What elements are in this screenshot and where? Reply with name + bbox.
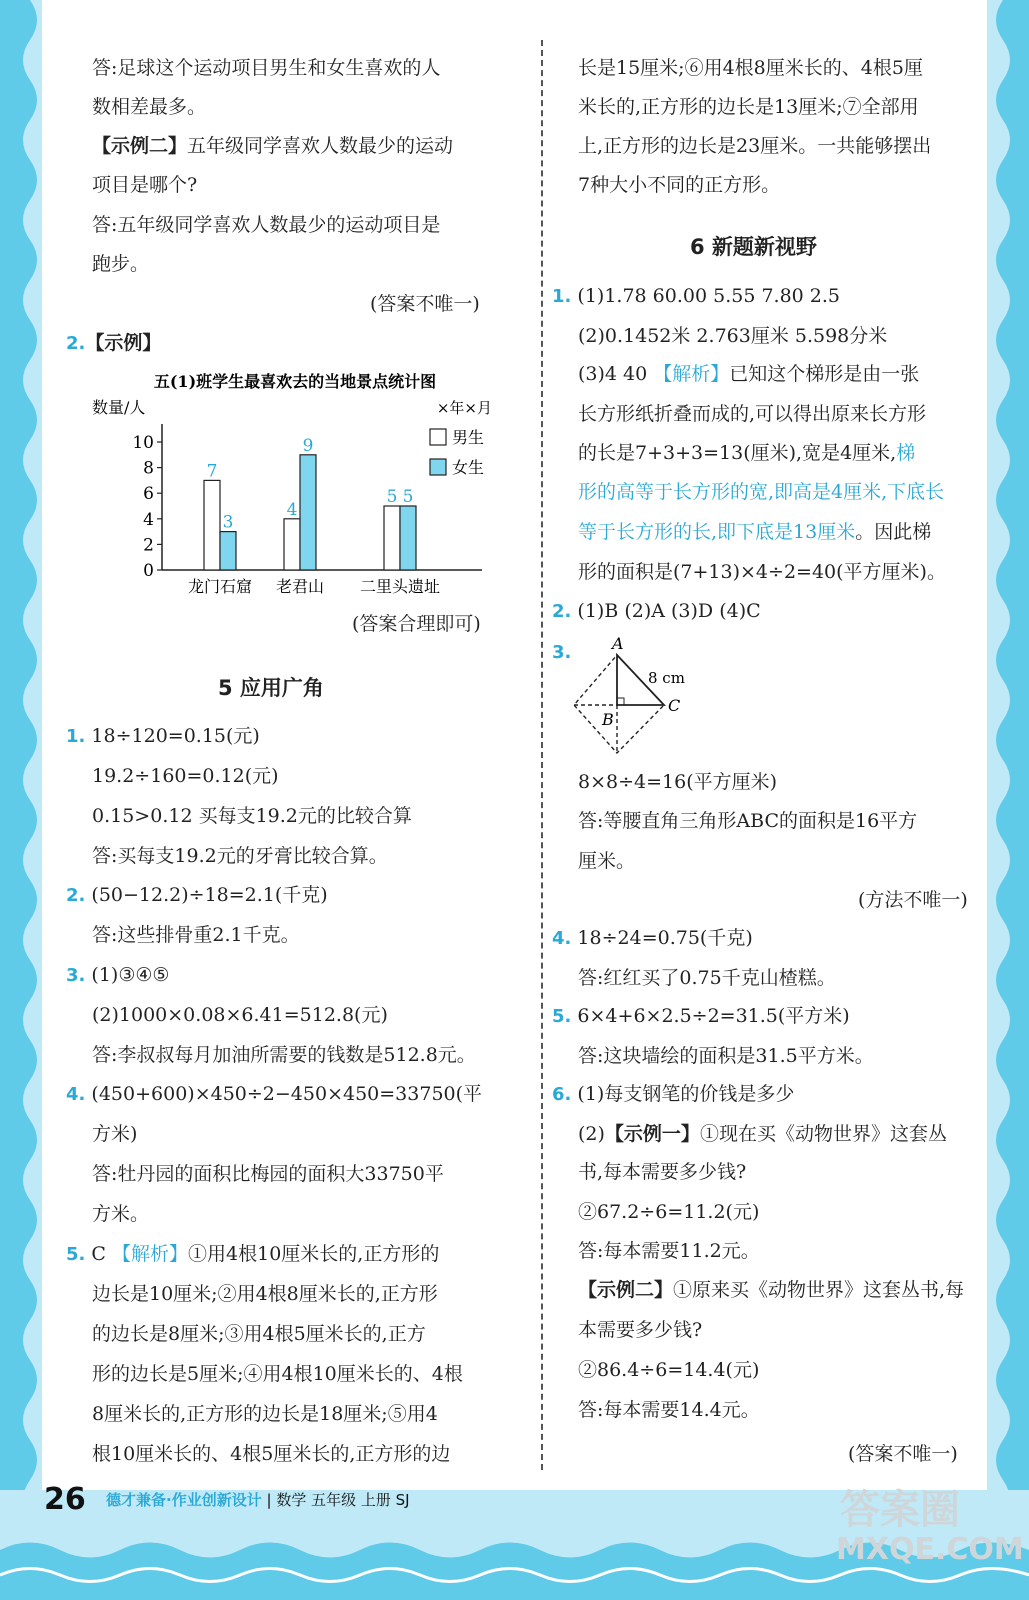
answer-line: 答:买每支19.2元的牙膏比较合算。 <box>92 845 388 867</box>
question-number: 1. <box>66 726 86 747</box>
text-span: 18÷120=0.15(元) <box>91 725 260 747</box>
text-line: 答:五年级同学喜欢人数最少的运动项目是 <box>92 214 441 236</box>
text-span: (2) <box>578 1123 605 1145</box>
answer-line <box>578 362 919 386</box>
answer-line: 方米) <box>92 1123 138 1145</box>
question-number: 4. <box>66 1084 86 1105</box>
y-tick-label: 10 <box>132 433 154 453</box>
example-tag: 【示例二】 <box>92 135 188 157</box>
text-line: 跑步。 <box>92 253 150 275</box>
note: (答案不唯一) <box>848 1443 958 1465</box>
answer-line <box>578 1122 947 1146</box>
answer-line: 答:红红买了0.75千克山楂糕。 <box>578 967 836 989</box>
bar <box>400 506 416 570</box>
text-span: C <box>91 1243 106 1265</box>
answer-line: 米长的,正方形的边长是13厘米;⑦全部用 <box>578 96 919 118</box>
answer-line <box>66 724 260 749</box>
wavy-border-right <box>989 0 1029 1600</box>
text-span: (1)每支钢笔的价钱是多少 <box>577 1083 795 1105</box>
bar-value-label: 7 <box>206 461 218 482</box>
answer-line <box>66 1242 439 1267</box>
footer-info: 数学 五年级 上册 SJ <box>276 1491 410 1509</box>
question-number: 1. <box>552 286 572 307</box>
right-angle-mark <box>617 698 624 705</box>
wavy-border-left <box>0 0 44 1600</box>
answer-line: 答:这些排骨重2.1千克。 <box>92 924 300 946</box>
answer-line <box>552 926 753 951</box>
note: (答案合理即可) <box>352 613 481 635</box>
text-span: 18÷24=0.75(千克) <box>577 927 753 949</box>
text-span: 五年级同学喜欢人数最少的运动 <box>187 135 454 157</box>
answer-line: 长方形纸折叠而成的,可以得出原来长方形 <box>578 403 927 425</box>
text-span: ①用4根10厘米长的,正方形的 <box>188 1243 440 1265</box>
legend-label: 男生 <box>452 428 485 447</box>
example-tag: 【示例】 <box>85 332 162 354</box>
highlight-span: 梯 <box>896 442 916 464</box>
text-line: 答:足球这个运动项目男生和女生喜欢的人 <box>92 57 441 79</box>
question-number: 3. <box>66 965 86 986</box>
bar-value-label: 5 <box>386 487 398 507</box>
answer-line <box>66 1082 482 1107</box>
footer-brand: 德才兼备·作业创新设计 <box>106 1491 262 1509</box>
label-a: A <box>612 635 624 653</box>
text-span: (50−12.2)÷18=2.1(千克) <box>91 884 328 906</box>
text-line <box>92 134 453 158</box>
answer-line: 本需要多少钱? <box>578 1319 703 1341</box>
answer-line <box>578 441 915 465</box>
bar-chart <box>80 365 510 610</box>
note: (方法不唯一) <box>858 889 968 911</box>
question-number: 6. <box>552 1084 572 1105</box>
answer-line: 7种大小不同的正方形。 <box>578 174 781 196</box>
text-span: (1)B (2)A (3)D (4)C <box>577 600 761 622</box>
bar <box>204 480 220 570</box>
question-number: 2. <box>552 601 572 622</box>
watermark-url: MXQE.COM <box>836 1532 1024 1567</box>
answer-line <box>552 1082 794 1107</box>
y-tick-label: 2 <box>143 535 154 556</box>
answer-line: 厘米。 <box>578 850 636 872</box>
bar-value-label: 4 <box>286 499 298 520</box>
section-title: 5 应用广角 <box>218 676 324 700</box>
chart-date: ×年×月 <box>436 399 492 417</box>
question-number: 3. <box>552 642 572 663</box>
answer-line: 上,正方形的边长是23厘米。一共能够摆出 <box>578 135 932 157</box>
question-2 <box>66 331 161 356</box>
label-b: B <box>602 710 614 729</box>
answer-line: ②67.2÷6=11.2(元) <box>578 1201 760 1223</box>
answer-line: 答:每本需要11.2元。 <box>578 1240 760 1262</box>
chart-title: 五(1)班学生最喜欢去的当地景点统计图 <box>153 372 437 391</box>
y-tick-label: 4 <box>143 509 154 530</box>
y-tick-label: 6 <box>143 484 154 505</box>
answer-line <box>578 520 931 544</box>
y-tick-label: 8 <box>143 458 154 479</box>
text-line: 数相差最多。 <box>92 96 207 118</box>
answer-line <box>552 599 761 624</box>
x-tick-label: 二里头遗址 <box>359 577 441 596</box>
y-axis-label: 数量/人 <box>92 398 146 417</box>
answer-line: 方米。 <box>92 1203 150 1225</box>
example-tag: 【示例二】 <box>578 1279 674 1301</box>
question-number: 5. <box>66 1244 86 1265</box>
answer-line: ②86.4÷6=14.4(元) <box>578 1359 760 1381</box>
answer-line <box>66 883 328 908</box>
bar-value-label: 9 <box>302 435 314 456</box>
bar-value-label: 5 <box>402 487 414 507</box>
legend-swatch <box>430 429 446 445</box>
answer-line: 答:每本需要14.4元。 <box>578 1399 760 1421</box>
answer-line: 形的边长是5厘米;④用4根10厘米长的、4根 <box>92 1363 463 1385</box>
question-3 <box>552 640 571 665</box>
text-span: ①原来买《动物世界》这套丛书,每 <box>673 1279 965 1301</box>
y-tick-label: 0 <box>143 561 154 581</box>
label-c: C <box>668 696 681 715</box>
answer-line: 答:李叔叔每月加油所需要的钱数是512.8元。 <box>92 1044 476 1066</box>
answer-line: 答:牡丹园的面积比梅园的面积大33750平 <box>92 1163 444 1185</box>
answer-line: 长是15厘米;⑥用4根8厘米长的、4根5厘 <box>578 57 923 79</box>
highlight-line: 形的高等于长方形的宽,即高是4厘米,下底长 <box>578 481 945 503</box>
section-title: 6 新题新视野 <box>690 235 817 259</box>
column-divider <box>541 40 543 1470</box>
answer-line: 19.2÷160=0.12(元) <box>92 765 279 787</box>
answer-line <box>578 1278 964 1302</box>
geometry-figure <box>570 635 710 770</box>
x-tick-label: 老君山 <box>275 577 325 596</box>
answer-line: 答:等腰直角三角形ABC的面积是16平方 <box>578 810 918 832</box>
text-span: (450+600)×450÷2−450×450=33750(平 <box>91 1083 483 1105</box>
x-tick-label: 龙门石窟 <box>187 577 253 596</box>
answer-line: 书,每本需要多少钱? <box>578 1161 747 1183</box>
answer-line: 8×8÷4=16(平方厘米) <box>578 771 778 793</box>
text-span: 6×4+6×2.5÷2=31.5(平方米) <box>577 1005 850 1027</box>
bar <box>284 519 300 570</box>
bar <box>300 455 316 570</box>
analysis-tag: 【解析】 <box>112 1243 189 1265</box>
bar-value-label: 3 <box>222 512 234 533</box>
answer-line: 8厘米长的,正方形的边长是18厘米;⑤用4 <box>92 1403 438 1425</box>
answer-line: 边长是10厘米;②用4根8厘米长的,正方形 <box>92 1283 438 1305</box>
answer-line <box>552 1004 850 1029</box>
page-number: 26 <box>44 1482 86 1517</box>
answer-line: 的边长是8厘米;③用4根5厘米长的,正方 <box>92 1323 426 1345</box>
bar <box>220 532 236 570</box>
text-span: 的长是7+3+3=13(厘米),宽是4厘米, <box>578 442 897 464</box>
text-span: (1)③④⑤ <box>91 964 170 986</box>
answer-line: (2)1000×0.08×6.41=512.8(元) <box>92 1004 388 1026</box>
answer-line: 0.15>0.12 买每支19.2元的比较合算 <box>92 805 412 827</box>
answer-line: 答:这块墙绘的面积是31.5平方米。 <box>578 1045 874 1067</box>
legend-swatch <box>430 459 446 475</box>
text-line: 项目是哪个? <box>92 174 198 196</box>
question-number: 2. <box>66 333 86 354</box>
answer-line: 根10厘米长的、4根5厘米长的,正方形的边 <box>92 1443 451 1465</box>
text-span: (3)4 40 <box>578 363 654 385</box>
question-number: 5. <box>552 1006 572 1027</box>
text-span: ①现在买《动物世界》这套丛 <box>699 1123 947 1145</box>
text-span: 。因此梯 <box>855 521 932 543</box>
answer-line: 形的面积是(7+13)×4÷2=40(平方厘米)。 <box>578 561 946 583</box>
footer-sep: | <box>266 1491 272 1509</box>
answer-line: (2)0.1452米 2.763厘米 5.598分米 <box>578 325 888 347</box>
example-tag: 【示例一】 <box>604 1123 700 1145</box>
analysis-tag: 【解析】 <box>653 363 730 385</box>
answer-line <box>552 284 840 309</box>
watermark-logo: 答案圈 <box>840 1487 960 1533</box>
question-number: 4. <box>552 928 572 949</box>
note: (答案不唯一) <box>370 293 480 315</box>
length-label: 8 cm <box>648 669 685 687</box>
bar <box>384 506 400 570</box>
text-span: 已知这个梯形是由一张 <box>729 363 920 385</box>
answer-line <box>66 963 169 988</box>
footer-text <box>106 1489 410 1510</box>
legend-label: 女生 <box>452 458 485 477</box>
question-number: 2. <box>66 885 86 906</box>
highlight-span: 等于长方形的长,即下底是13厘米 <box>578 521 856 543</box>
text-span: (1)1.78 60.00 5.55 7.80 2.5 <box>577 285 841 307</box>
